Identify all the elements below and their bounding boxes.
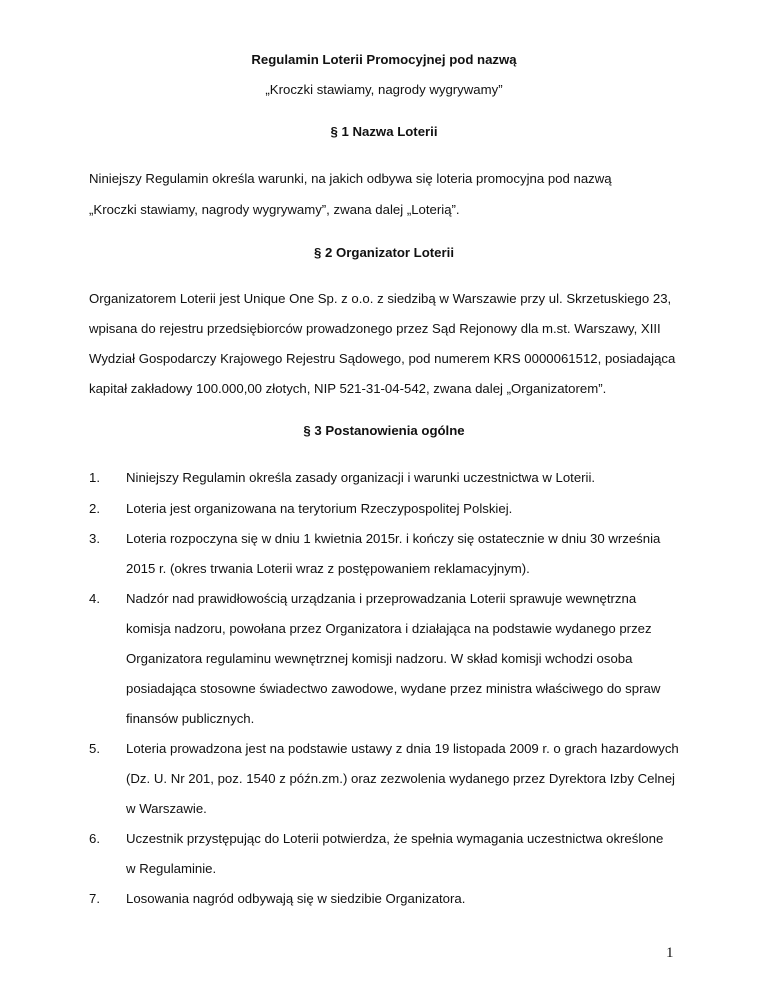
- section-2-line: Wydział Gospodarczy Krajowego Rejestru Sądowego, pod numerem KRS 0000061512, posiadająca: [89, 351, 676, 366]
- list-item-number: 2.: [89, 501, 100, 516]
- list-item-text: Loteria jest organizowana na terytorium Rzeczypospolitej Polskiej.: [126, 501, 513, 516]
- list-item-text: Niniejszy Regulamin określa zasady organizacji i warunki uczestnictwa w Loterii.: [126, 470, 596, 485]
- list-item-text: komisja nadzoru, powołana przez Organizatora i działająca na podstawie wydanego przez: [126, 621, 652, 636]
- list-item-text: Loteria prowadzona jest na podstawie ustawy z dnia 19 listopada 2009 r. o grach hazardowych: [126, 741, 679, 756]
- list-item-number: 3.: [89, 531, 100, 546]
- section-1-line: „Kroczki stawiamy, nagrody wygrywamy”, zwana dalej „Loterią”.: [89, 202, 460, 217]
- section-2-line: Organizatorem Loterii jest Unique One Sp. z o.o. z siedzibą w Warszawie przy ul. Skrzetuskiego 23,: [89, 291, 672, 306]
- list-item-number: 7.: [89, 891, 100, 906]
- section-2-heading: § 2 Organizator Loterii: [314, 245, 454, 260]
- list-item-text: 2015 r. (okres trwania Loterii wraz z postępowaniem reklamacyjnym).: [126, 561, 530, 576]
- list-item-number: 5.: [89, 741, 100, 756]
- list-item-text: Nadzór nad prawidłowością urządzania i przeprowadzania Loterii sprawuje wewnętrzna: [126, 591, 637, 606]
- section-3-heading: § 3 Postanowienia ogólne: [303, 423, 465, 438]
- list-item-number: 6.: [89, 831, 100, 846]
- section-1-heading: § 1 Nazwa Loterii: [330, 124, 438, 139]
- list-item-text: w Regulaminie.: [126, 861, 217, 876]
- document-subtitle: „Kroczki stawiamy, nagrody wygrywamy”: [265, 82, 503, 97]
- list-item-text: (Dz. U. Nr 201, poz. 1540 z późn.zm.) oraz zezwolenia wydanego przez Dyrektora Izby Celnej: [126, 771, 675, 786]
- section-2-line: wpisana do rejestru przedsiębiorców prowadzonego przez Sąd Rejonowy dla m.st. Warszawy, XIII: [89, 321, 661, 336]
- list-item-number: 1.: [89, 470, 100, 485]
- list-item-text: Loteria rozpoczyna się w dniu 1 kwietnia 2015r. i kończy się ostatecznie w dniu 30 września: [126, 531, 661, 546]
- list-item-text: Uczestnik przystępując do Loterii potwierdza, że spełnia wymagania uczestnictwa określone: [126, 831, 664, 846]
- section-1-line: Niniejszy Regulamin określa warunki, na jakich odbywa się loteria promocyjna pod nazwą: [89, 171, 612, 186]
- page-number: 1: [666, 945, 674, 961]
- list-item-text: finansów publicznych.: [126, 711, 255, 726]
- list-item-text: posiadająca stosowne świadectwo zawodowe, wydane przez ministra właściwego do spraw: [126, 681, 661, 696]
- document-title: Regulamin Loterii Promocyjnej pod nazwą: [251, 52, 517, 67]
- list-item-text: w Warszawie.: [126, 801, 207, 816]
- list-item-number: 4.: [89, 591, 100, 606]
- list-item-text: Losowania nagród odbywają się w siedzibie Organizatora.: [126, 891, 466, 906]
- section-2-line: kapitał zakładowy 100.000,00 złotych, NIP 521-31-04-542, zwana dalej „Organizatorem”.: [89, 381, 607, 396]
- list-item-text: Organizatora regulaminu wewnętrznej komisji nadzoru. W skład komisji wchodzi osoba: [126, 651, 633, 666]
